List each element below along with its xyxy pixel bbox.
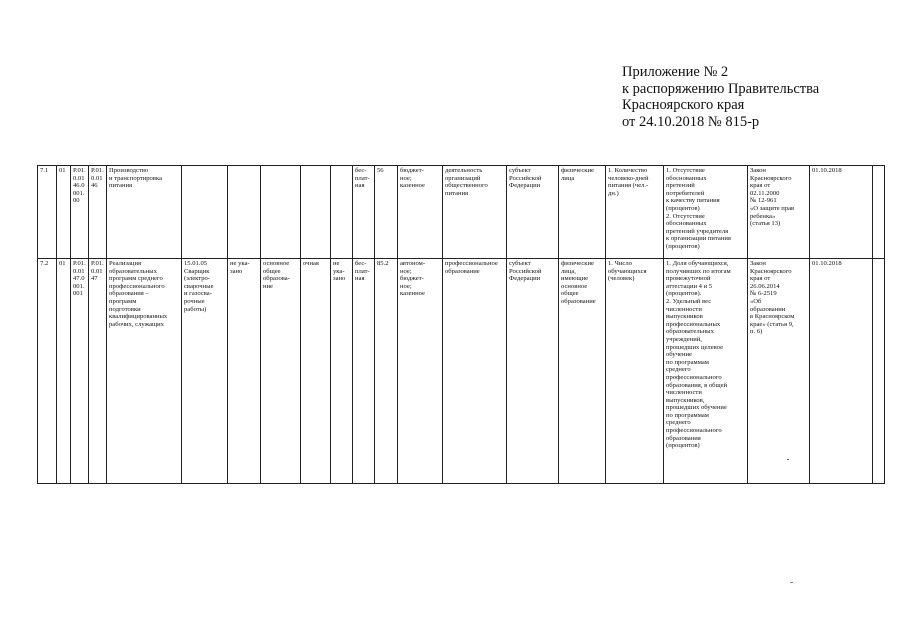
scan-speck xyxy=(790,582,793,583)
row-number: 7.1 xyxy=(38,166,57,259)
appendix-reference: к распоряжению Правительства xyxy=(622,80,820,97)
trailing-cell xyxy=(873,259,885,484)
table-row xyxy=(38,166,885,259)
study-form: очная xyxy=(301,259,331,484)
service-code: Р.01. 0.01 46 xyxy=(89,166,107,259)
services-registry-table xyxy=(37,165,885,484)
profession-code: 15.01.05 Сварщик (электро- сварочные и газосва- рочные работы) xyxy=(182,259,228,484)
section-code: 01 xyxy=(57,259,71,484)
quality-indicator: 1. Отсутствие обоснованных претензий потребителей к качеству питания (процентов) 2. Отсутствие обоснованных претензий учредителя к организации питания (процентов) xyxy=(664,166,748,259)
registry-entry-code: Р.01. 0.01 46.0 001. 00 xyxy=(71,166,89,259)
jurisdiction: субъект Российской Федерации xyxy=(507,259,559,484)
table-row xyxy=(38,259,885,484)
volume-indicator: 1. Количество человеко-дней питания (чел.- дн.) xyxy=(606,166,664,259)
okved-code: 85.2 xyxy=(375,259,398,484)
consumer-category: физические лица, имеющие основное общее образование xyxy=(559,259,606,484)
service-code: Р.01. 0.01 47 xyxy=(89,259,107,484)
volume-indicator: 1. Число обучающихся (человек) xyxy=(606,259,664,484)
jurisdiction: субъект Российской Федерации xyxy=(507,166,559,259)
consumer-category: физические лица xyxy=(559,166,606,259)
payment-type: бес- плат- ная xyxy=(353,166,375,259)
additional-attribute xyxy=(331,166,353,259)
okved-code: 56 xyxy=(375,166,398,259)
inclusion-date: 01.10.2018 xyxy=(810,166,873,259)
education-level xyxy=(261,166,301,259)
trailing-cell xyxy=(873,166,885,259)
quality-indicator: 1. Доля обучающихся, получивших по итогам промежуточной аттестации 4 и 5 (процентов). 2. Удельный вес численности выпускников профессиональных образовательных учреждений, прошедших целевое обучение по программам среднего профессионального образования, в общей численности выпускников, прошедших обучение по программам среднего профессионального образования (процентов) xyxy=(664,259,748,484)
legal-basis: Закон Красноярского края от 02.11.2000 № 12-961 «О защите прав ребенка» (статья 13) xyxy=(748,166,810,259)
activity-sphere: деятельность организаций общественного питания xyxy=(443,166,507,259)
legal-basis: Закон Красноярского края от 26.06.2014 № 6-2519 «Об образовании в Красноярском крае» (статья 9, п. 6) xyxy=(748,259,810,484)
education-level: основное общее образова- ние xyxy=(261,259,301,484)
additional-attribute: не ука- зано xyxy=(331,259,353,484)
section-code: 01 xyxy=(57,166,71,259)
study-form xyxy=(301,166,331,259)
category-cell xyxy=(228,166,261,259)
registry-entry-code: Р.01. 0.01 47.0 001. 001 xyxy=(71,259,89,484)
scan-speck xyxy=(787,459,789,460)
service-name: Производство и транспортировка питания xyxy=(107,166,182,259)
appendix-region: Красноярского края xyxy=(622,97,745,113)
activity-sphere: профессиональное образование xyxy=(443,259,507,484)
category-cell: не ука- зано xyxy=(228,259,261,484)
institution-type: автоном- ное; бюджет- ное; казенное xyxy=(398,259,443,484)
row-number: 7.2 xyxy=(38,259,57,484)
inclusion-date: 01.10.2018 xyxy=(810,259,873,484)
profession-code xyxy=(182,166,228,259)
appendix-number: Приложение № 2 xyxy=(622,64,729,80)
institution-type: бюджет- ное; казенное xyxy=(398,166,443,259)
appendix-date: от 24.10.2018 № 815-р xyxy=(622,113,760,130)
payment-type: бес- плат- ная xyxy=(353,259,375,484)
service-name: Реализация образовательных программ среднего профессионального образования – программ подготовки квалифицированных рабочих, служащих xyxy=(107,259,182,484)
document-header xyxy=(622,64,892,130)
